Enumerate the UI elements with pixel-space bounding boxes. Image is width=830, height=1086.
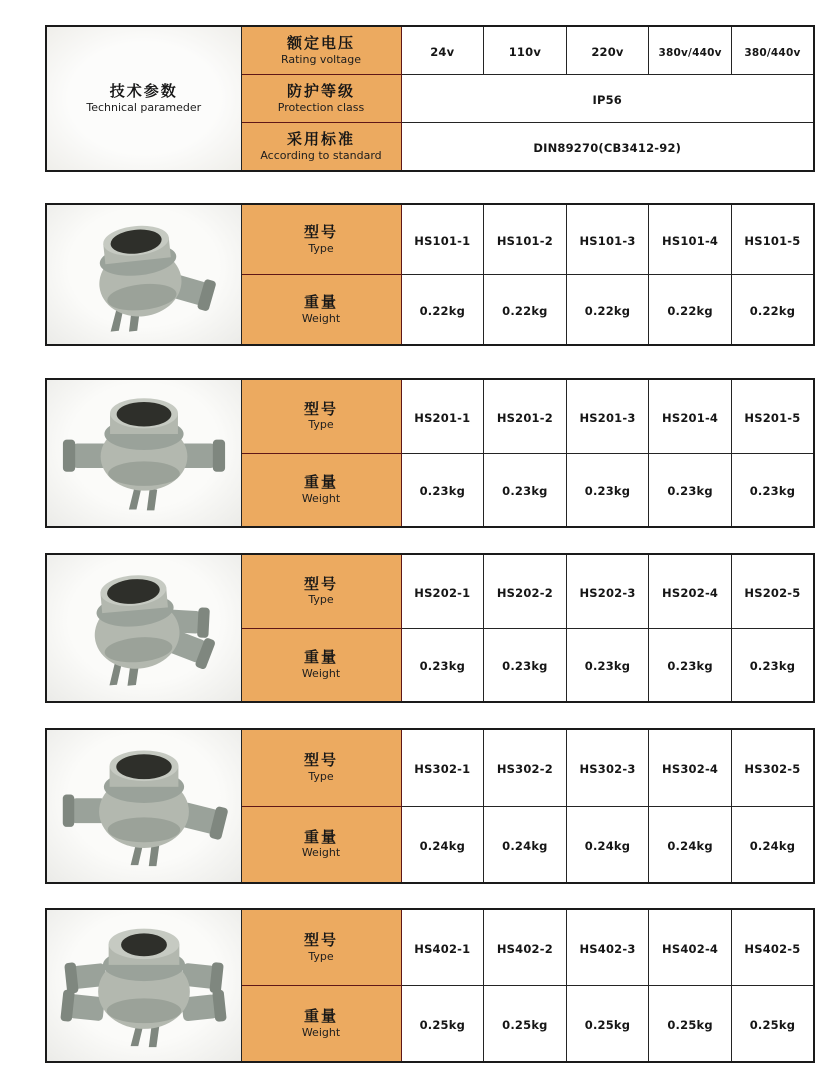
type-value: HS101-5 (744, 234, 801, 248)
weight-value-cell (731, 986, 814, 1063)
product-table-hs402 (45, 908, 815, 1063)
standard-value: DIN89270(CB3412-92) (533, 140, 682, 155)
voltage-value: 380v/440v (658, 47, 722, 60)
product-table-hs101 (45, 203, 815, 346)
weight-value: 0.24kg (667, 838, 713, 853)
weight-value-cell (649, 986, 732, 1063)
type-value: HS101-2 (496, 234, 553, 248)
voltage-value-cell (649, 26, 732, 75)
weight-label-en: Weight (301, 311, 341, 325)
box-body (63, 750, 229, 866)
type-label-cell (241, 909, 401, 986)
voltage-value-cell (731, 26, 814, 75)
hs101-table (45, 203, 815, 346)
weight-value-cell (649, 275, 732, 346)
type-value-cell (731, 909, 814, 986)
weight-value-cell (566, 628, 649, 702)
technical-parameters-table (45, 25, 815, 172)
type-value: HS101-3 (579, 234, 636, 248)
voltage-value: 220v (591, 45, 624, 60)
type-value-cell (649, 204, 732, 275)
weight-value-cell (731, 806, 814, 883)
weight-value-cell (401, 806, 484, 883)
type-value-cell (484, 909, 567, 986)
weight-value-cell (401, 986, 484, 1063)
product-table-hs302 (45, 728, 815, 884)
type-value-cell (401, 909, 484, 986)
type-value-cell (401, 204, 484, 275)
weight-value: 0.23kg (749, 659, 796, 674)
weight-label-cell (241, 986, 401, 1063)
standard-zh: 采用标准 (286, 129, 355, 148)
weight-value: 0.24kg (419, 838, 466, 853)
junction-box-four-outlets-illustration (58, 916, 230, 1052)
weight-value-cell (484, 628, 567, 702)
type-value: HS402-4 (662, 942, 719, 956)
weight-label-cell (241, 806, 401, 883)
type-label-cell (241, 379, 401, 453)
weight-value: 0.22kg (749, 304, 796, 318)
tech-header-en: Technical parameder (86, 100, 202, 114)
type-label-zh: 型号 (303, 751, 338, 770)
type-value-cell (401, 729, 484, 806)
type-value: HS402-5 (744, 942, 801, 956)
type-value-cell (649, 909, 732, 986)
weight-value: 0.25kg (419, 1018, 466, 1032)
type-value-cell (649, 379, 732, 453)
type-value-cell (731, 204, 814, 275)
weight-value: 0.25kg (502, 1018, 548, 1032)
weight-value-cell (731, 628, 814, 702)
junction-box-three-outlets-illustration (58, 736, 230, 872)
junction-box-two-right-outlets-illustration (58, 560, 230, 692)
weight-value-cell (649, 806, 732, 883)
type-value-cell (731, 379, 814, 453)
type-label-en: Type (308, 418, 334, 432)
product-table-hs202 (45, 553, 815, 703)
hs201-table (45, 378, 815, 528)
weight-label-zh: 重量 (303, 1006, 338, 1025)
weight-value: 0.24kg (749, 838, 796, 853)
type-value-cell (401, 379, 484, 453)
weight-value-cell (401, 275, 484, 346)
weight-label-cell (241, 453, 401, 527)
weight-value: 0.22kg (667, 304, 713, 318)
box-body (60, 928, 227, 1046)
type-value: HS202-2 (496, 585, 553, 600)
product-photo-hs201 (46, 379, 241, 527)
weight-label-zh: 重量 (303, 648, 338, 667)
weight-value-cell (484, 453, 567, 527)
hs402-table (45, 908, 815, 1063)
weight-value-cell (566, 275, 649, 346)
box-body (93, 218, 220, 334)
hs302-table (45, 728, 815, 884)
protection-class-zh: 防护等级 (286, 81, 355, 100)
voltage-value-cell (401, 26, 484, 75)
tech-header-zh: 技术参数 (109, 81, 178, 100)
protection-class-value: IP56 (592, 92, 622, 107)
type-label-zh: 型号 (303, 930, 338, 949)
voltage-value: 110v (508, 45, 542, 60)
weight-value: 0.23kg (749, 484, 796, 499)
voltage-value-cell (484, 26, 567, 75)
weight-label-en: Weight (301, 1025, 341, 1039)
type-value: HS201-2 (496, 410, 553, 425)
type-value-cell (731, 729, 814, 806)
type-label-en: Type (308, 241, 334, 255)
type-value: HS101-1 (414, 234, 471, 248)
type-value: HS202-5 (744, 585, 801, 600)
type-value-cell (566, 379, 649, 453)
product-photo-hs202 (46, 554, 241, 702)
type-value: HS402-3 (579, 942, 636, 956)
rating-voltage-label-cell (241, 26, 401, 75)
protection-class-value-cell (401, 75, 814, 123)
weight-value-cell (649, 453, 732, 527)
type-label-zh: 型号 (303, 574, 338, 593)
product-photo-hs302 (46, 729, 241, 883)
weight-value: 0.23kg (502, 659, 548, 674)
voltage-value-cell (566, 26, 649, 75)
type-value: HS201-5 (744, 410, 801, 425)
type-value: HS202-3 (579, 585, 636, 600)
weight-value: 0.22kg (419, 304, 466, 318)
type-value: HS101-4 (662, 234, 719, 248)
type-value-cell (401, 554, 484, 628)
weight-value: 0.23kg (584, 659, 631, 674)
type-value-cell (731, 554, 814, 628)
weight-value-cell (566, 806, 649, 883)
weight-label-zh: 重量 (303, 292, 338, 311)
type-value: HS302-2 (496, 762, 553, 777)
type-value: HS302-3 (579, 762, 636, 777)
product-photo-hs101 (46, 204, 241, 345)
weight-label-en: Weight (301, 491, 341, 505)
weight-value: 0.23kg (667, 484, 713, 499)
type-label-zh: 型号 (303, 399, 338, 418)
rating-voltage-zh: 额定电压 (286, 34, 355, 52)
type-value-cell (484, 554, 567, 628)
standard-label-cell (241, 122, 401, 171)
type-value: HS302-4 (662, 762, 719, 777)
weight-value: 0.23kg (419, 659, 466, 674)
weight-value: 0.22kg (584, 304, 631, 318)
standard-en: According to standard (260, 148, 382, 162)
weight-value: 0.23kg (584, 484, 631, 499)
type-value: HS201-3 (579, 410, 636, 425)
type-label-zh: 型号 (303, 222, 338, 241)
type-value: HS201-4 (662, 410, 719, 425)
weight-value-cell (484, 806, 567, 883)
weight-value-cell (731, 453, 814, 527)
hs202-table (45, 553, 815, 703)
weight-value: 0.25kg (667, 1018, 713, 1032)
product-table-hs201 (45, 378, 815, 528)
type-value-cell (484, 379, 567, 453)
rating-voltage-en: Rating voltage (280, 52, 362, 66)
box-body (90, 569, 220, 688)
type-label-en: Type (308, 769, 334, 783)
type-value-cell (649, 554, 732, 628)
weight-value: 0.22kg (502, 304, 548, 318)
protection-class-label-cell (241, 75, 401, 123)
weight-label-cell (241, 275, 401, 346)
type-value: HS202-1 (414, 585, 471, 600)
type-label-en: Type (308, 593, 334, 607)
type-value: HS202-4 (662, 585, 719, 600)
type-value: HS302-1 (414, 762, 471, 777)
type-value: HS201-1 (414, 410, 471, 425)
weight-value: 0.25kg (749, 1018, 796, 1032)
type-value-cell (566, 204, 649, 275)
weight-value-cell (401, 453, 484, 527)
type-value-cell (649, 729, 732, 806)
weight-label-zh: 重量 (303, 473, 338, 492)
junction-box-one-outlet-illustration (58, 209, 230, 337)
type-label-cell (241, 554, 401, 628)
weight-value-cell (566, 453, 649, 527)
voltage-value: 380/440v (744, 47, 801, 60)
weight-label-cell (241, 628, 401, 702)
weight-value: 0.25kg (584, 1018, 631, 1032)
type-value-cell (566, 729, 649, 806)
weight-value: 0.23kg (502, 484, 548, 499)
weight-label-en: Weight (301, 846, 341, 860)
voltage-value: 24v (430, 45, 455, 60)
weight-value-cell (731, 275, 814, 346)
standard-value-cell (401, 122, 814, 171)
tech-table (45, 25, 815, 172)
type-value: HS302-5 (744, 762, 801, 777)
weight-value-cell (484, 986, 567, 1063)
weight-value-cell (401, 628, 484, 702)
type-value: HS402-2 (496, 942, 553, 956)
protection-class-en: Protection class (277, 100, 365, 114)
type-value: HS402-1 (414, 942, 471, 956)
product-photo-hs402 (46, 909, 241, 1062)
type-label-en: Type (308, 949, 334, 963)
box-body (63, 398, 225, 510)
weight-value: 0.23kg (667, 659, 713, 674)
weight-value: 0.24kg (502, 838, 548, 853)
weight-label-en: Weight (301, 666, 341, 680)
weight-value-cell (566, 986, 649, 1063)
weight-value: 0.23kg (419, 484, 466, 499)
weight-value: 0.24kg (584, 838, 631, 853)
type-label-cell (241, 729, 401, 806)
weight-label-zh: 重量 (303, 827, 338, 846)
type-label-cell (241, 204, 401, 275)
weight-value-cell (484, 275, 567, 346)
type-value-cell (566, 909, 649, 986)
type-value-cell (566, 554, 649, 628)
type-value-cell (484, 729, 567, 806)
junction-box-two-outlets-illustration (58, 385, 230, 517)
type-value-cell (484, 204, 567, 275)
weight-value-cell (649, 628, 732, 702)
tech-header-cell (46, 26, 241, 171)
